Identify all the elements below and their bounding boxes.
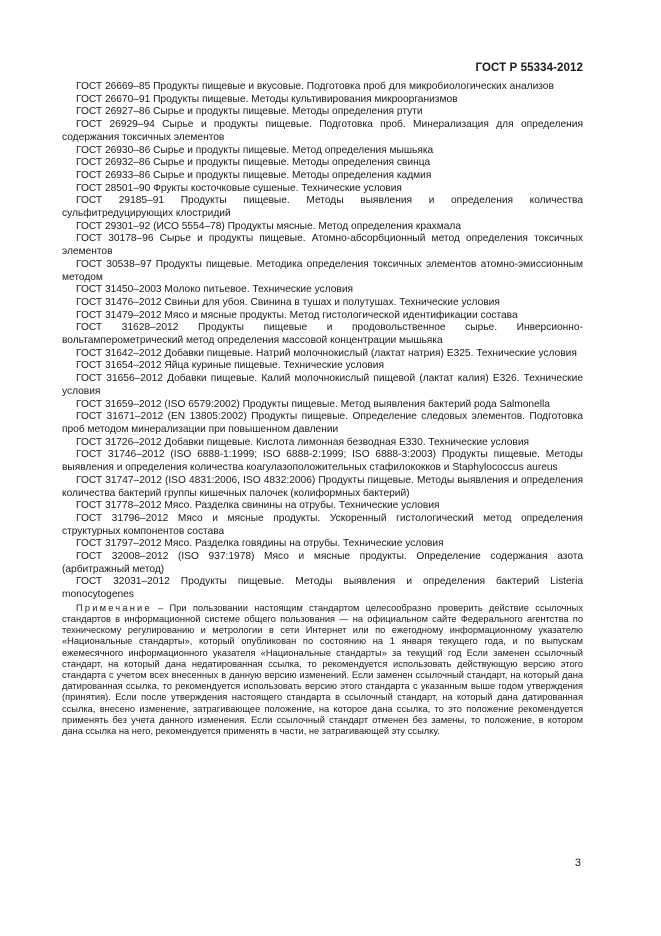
note-paragraph — [62, 603, 583, 737]
reference-item: ГОСТ 26932–86 Сырье и продукты пищевые. Методы определения свинца — [76, 157, 431, 169]
page-content — [62, 81, 583, 747]
reference-item: ГОСТ 30178–96 Сырье и продукты пищевые. Атомно-абсорбционный метод определения токсичных элементов — [62, 233, 583, 258]
reference-item: ГОСТ 29301–92 (ИСО 5554–78) Продукты мясные. Метод определения крахмала — [76, 220, 462, 232]
reference-item: ГОСТ 26933–86 Сырье и продукты пищевые. Методы определения кадмия — [76, 169, 432, 181]
reference-item: ГОСТ 32008–2012 (ISO 937:1978) Мясо и мясные продукты. Определение содержания азота (арбитражный метод) — [62, 551, 583, 575]
page-number: 3 — [574, 857, 581, 869]
reference-item: ГОСТ 26929–94 Сырье и продукты пищевые. Подготовка проб. Минерализация для определения содержания токсичных элементов — [62, 119, 583, 143]
reference-item: ГОСТ 31476–2012 Свиньи для убоя. Свинина в тушах и полутушах. Технические условия — [76, 296, 500, 308]
reference-item: ГОСТ 31797–2012 Мясо. Разделка говядины на отрубы. Технические условия — [76, 538, 444, 550]
reference-item: ГОСТ 26927–86 Сырье и продукты пищевые. Методы определения ртути — [76, 106, 423, 118]
reference-item: ГОСТ 31726–2012 Добавки пищевые. Кислота лимонная безводная E330. Технические условия — [76, 436, 530, 448]
reference-item: ГОСТ 31628–2012 Продукты пищевые и продовольственное сырье. Инверсионно-вольтамперометрический метод определения массовой концентрации мышьяка — [62, 322, 583, 347]
reference-item: ГОСТ 26670–91 Продукты пищевые. Методы культивирования микроорганизмов — [76, 93, 458, 105]
reference-item: ГОСТ 31479–2012 Мясо и мясные продукты. Метод гистологической идентификации состава — [76, 309, 518, 321]
reference-item: ГОСТ 31656–2012 Добавки пищевые. Калий молочнокислый пищевой (лактат калия) E326. Технические условия — [62, 373, 583, 397]
reference-item: ГОСТ 31746–2012 (ISO 6888-1:1999; ISO 6888-2:1999; ISO 6888-3:2003) Продукты пищевые. Методы выявления и определения количества коагулазоположительных стафилококков и Staphylococcus aureus — [62, 449, 583, 474]
standard-header: ГОСТ Р 55334-2012 — [475, 62, 583, 74]
reference-item: ГОСТ 26669–85 Продукты пищевые и вкусовые. Подготовка проб для микробиологических анализов — [76, 81, 554, 92]
reference-item: ГОСТ 26930–86 Сырье и продукты пищевые. Метод определения мышьяка — [76, 144, 434, 156]
note-lead: Примечание — [76, 602, 152, 613]
reference-item: ГОСТ 31450–2003 Молоко питьевое. Технические условия — [76, 284, 354, 296]
note-text: – При пользовании настоящим стандартом целесообразно проверить действие ссылочных стандартов в информационной системе общего пользования — на официальном сайте Федерального агентства по техническому регулированию и метрологии в сети Интернет или по ежегодному информационному указателю «Национальные стандарты», который опубликован по состоянию на 1 января текущего года, и по выпускам ежемесячного информационного указателя «Национальные стандарты» за текущий год Если заменен ссылочный стандарт, на который дана недатированная ссылка, то рекомендуется использовать действующую версию этого стандарта с учетом всех внесенных в данную версию изменений. Если заменен ссылочный стандарт, на который дана датированная ссылка, то рекомендуется использовать версию этого стандарта с указанным выше годом утверждения (принятия). Если после утверждения настоящего стандарта в ссылочный стандарт, на который дана датированная ссылка, внесено изменение, затрагивающее положение, на которое дана ссылка, то это положение рекомендуется применять без учета данного изменения. Если ссылочный стандарт отменен без замены, то положение, в котором дана ссылка на него, рекомендуется применять в части, не затрагивающей эту ссылку. — [62, 602, 583, 737]
reference-item: ГОСТ 30538–97 Продукты пищевые. Методика определения токсичных элементов атомно-эмиссионным методом — [62, 258, 583, 283]
reference-item: ГОСТ 31659–2012 (ISO 6579:2002) Продукты пищевые. Метод выявления бактерий рода Salmonella — [76, 398, 550, 410]
reference-item: ГОСТ 31796–2012 Мясо и мясные продукты. Ускоренный гистологический метод определения структурных компонентов состава — [62, 512, 583, 537]
reference-item: ГОСТ 28501–90 Фрукты косточковые сушеные. Технические условия — [76, 182, 402, 194]
reference-item: ГОСТ 29185–91 Продукты пищевые. Методы выявления и определения количества сульфитредуцирующих клостридий — [62, 195, 583, 220]
reference-item: ГОСТ 31747–2012 (ISO 4831:2006, ISO 4832:2006) Продукты пищевые. Методы выявления и определения количества бактерий группы кишечных палочек (колиформных бактерий) — [62, 474, 583, 499]
reference-item: ГОСТ 31671–2012 (EN 13805:2002) Продукты пищевые. Определение следовых элементов. Подготовка проб методом минерализации при повышенном давлении — [62, 411, 583, 435]
reference-item: ГОСТ 32031–2012 Продукты пищевые. Методы выявления и определения бактерий Listeria monocytogenes — [62, 576, 583, 601]
reference-item: ГОСТ 31778–2012 Мясо. Разделка свинины на отрубы. Технические условия — [76, 500, 440, 512]
reference-item: ГОСТ 31654–2012 Яйца куриные пищевые. Технические условия — [76, 360, 384, 372]
reference-item: ГОСТ 31642–2012 Добавки пищевые. Натрий молочнокислый (лактат натрия) E325. Технические условия — [76, 347, 577, 359]
